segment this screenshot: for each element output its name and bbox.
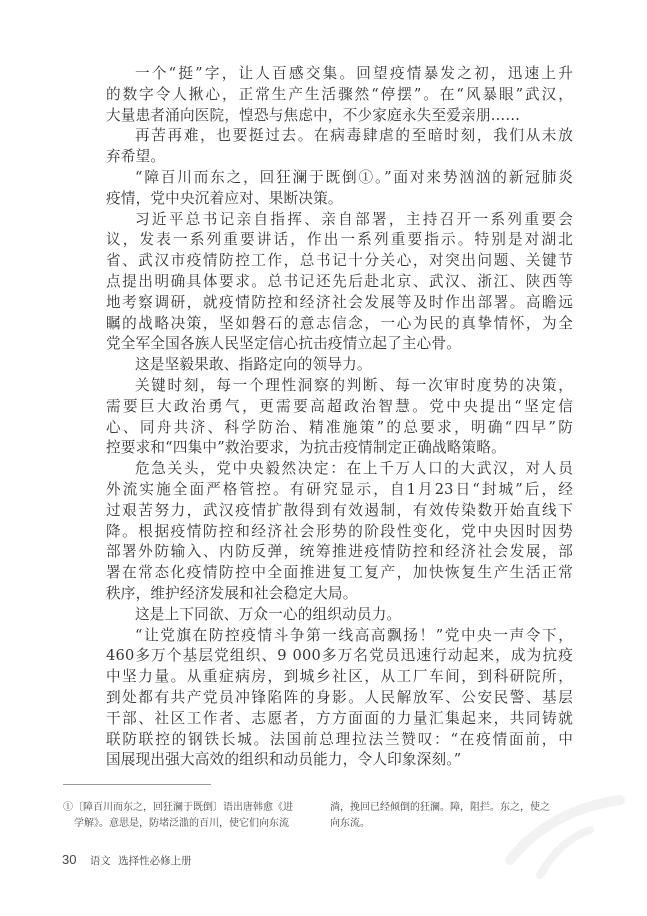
paragraph: [106, 210, 573, 356]
text-line: 大量患者涌向医院，惶恐与焦虑中，不少家庭永失至爱亲朋……: [106, 106, 521, 124]
text-line: 习近平总书记亲自指挥、亲自部署，主持召开一系列重要会: [135, 210, 573, 228]
text-line: 署在常态化疫情防控中全面推进复工复产，加快恢复生产生活正常: [106, 564, 573, 582]
footnote-line: 淌，挽回已经倾倒的狂澜。障，阻拦。东之，使之: [330, 802, 550, 813]
text-line: 过艰苦努力，武汉疫情扩散得到有效遏制，有效传染数开始直线下: [106, 501, 573, 519]
book-title: 选择性必修上册: [118, 855, 192, 867]
text-line: 省、武汉市疫情防控工作，总书记十分关心，对突出问题、关键节: [106, 252, 573, 270]
text-line: 需要巨大政治勇气，更需要高超政治智慧。党中央提出“坚定信: [106, 397, 573, 415]
text-line: 的数字令人揪心，正常生产生活骤然“停摆”。在“风暴眼”武汉，: [106, 85, 573, 103]
text-line: 秩序，维护经济发展和社会稳定大局。: [106, 584, 358, 602]
paragraph: [106, 376, 573, 459]
text-line: 点提出明确具体要求。总书记还先后赴北京、武汉、浙江、陕西等: [106, 272, 573, 290]
footnote-left-column: [63, 800, 325, 832]
page-number: 30: [62, 852, 77, 867]
text-line: 危急关头，党中央毅然决定：在上千万人口的大武汉，对人员: [135, 460, 573, 478]
footnote-line: 向东流。: [330, 818, 370, 829]
text-line: 地考察调研，就疫情防控和经济社会发展等及时作出部署。高瞻远: [106, 293, 573, 311]
text-line: 到处都有共产党员冲锋陷阵的身影。人民解放军、公安民警、基层: [106, 688, 573, 706]
text-line: “障百川而东之，回狂澜于既倒①。”面对来势汹汹的新冠肺炎: [135, 168, 573, 186]
text-line: 议，发表一系列重要讲话，作出一系列重要指示。特别是对湖北: [106, 231, 573, 249]
footnote-line: 学解》。意思是，防堵泛滥的百川，使它们向东流: [74, 818, 289, 829]
text-line: 疫情，党中央沉着应对、果断决策。: [106, 189, 343, 207]
page-footer: [62, 852, 192, 868]
text-line: 中坚力量。从重症病房，到城乡社区，从工厂车间，到科研院所，: [106, 668, 573, 686]
text-line: 瞩的战略决策，坚如磐石的意志信念，一心为民的真挚情怀，为全: [106, 314, 573, 332]
body-text: [106, 64, 573, 771]
text-line: 部署外防输入、内防反弹，统筹推进疫情防控和经济社会发展，部: [106, 543, 573, 561]
text-line: 国展现出强大高效的组织和动员能力，令人印象深刻。”: [106, 751, 462, 769]
text-line: 关键时刻，每一个理性洞察的判断、每一次审时度势的决策，: [135, 376, 573, 394]
paragraph: [106, 126, 573, 168]
paragraph: [106, 605, 573, 626]
text-line: 心、同舟共济、科学防治、精准施策”的总要求，明确“四早”防: [106, 418, 573, 436]
footnote-line: ①〔障百川而东之，回狂澜于既倒〕语出唐韩愈《进: [63, 802, 293, 813]
text-line: 外流实施全面严格管控。有研究显示，自1月23日“封城”后，经: [106, 480, 573, 498]
paragraph: [106, 626, 573, 772]
text-line: 再苦再难，也要挺过去。在病毒肆虐的至暗时刻，我们从未放: [135, 127, 573, 145]
footnote-divider: [63, 784, 211, 785]
footnote-right-column: [330, 800, 590, 832]
text-line: 联防联控的钢铁长城。法国前总理拉法兰赞叹：“在疫情面前，中: [106, 730, 573, 748]
text-line: 控要求和“四集中”救治要求，为抗击疫情制定正确战略策略。: [106, 439, 506, 457]
paragraph: [106, 64, 573, 126]
text-line: “让党旗在防控疫情斗争第一线高高飘扬！”党中央一声令下，: [135, 626, 573, 644]
text-line: 降。根据疫情防控和经济社会形势的阶段性变化，党中央因时因势: [106, 522, 573, 540]
text-line: 一个“挺”字，让人百感交集。回望疫情暴发之初，迅速上升: [135, 65, 573, 82]
text-line: 这是坚毅果敢、指路定向的领导力。: [135, 356, 372, 374]
paragraph: [106, 459, 573, 605]
text-line: 460多万个基层党组织、9 000多万名党员迅速行动起来，成为抗疫: [106, 647, 573, 665]
text-line: 这是上下同欲、万众一心的组织动员力。: [135, 605, 402, 623]
paragraph: [106, 355, 573, 376]
text-line: 弃希望。: [106, 148, 166, 166]
text-line: 党全军全国各族人民坚定信心抗击疫情立起了主心骨。: [106, 335, 462, 353]
text-line: 干部、社区工作者、志愿者，方方面面的力量汇集起来，共同铸就: [106, 709, 573, 727]
paragraph: [106, 168, 573, 210]
subject: 语文: [89, 855, 111, 867]
